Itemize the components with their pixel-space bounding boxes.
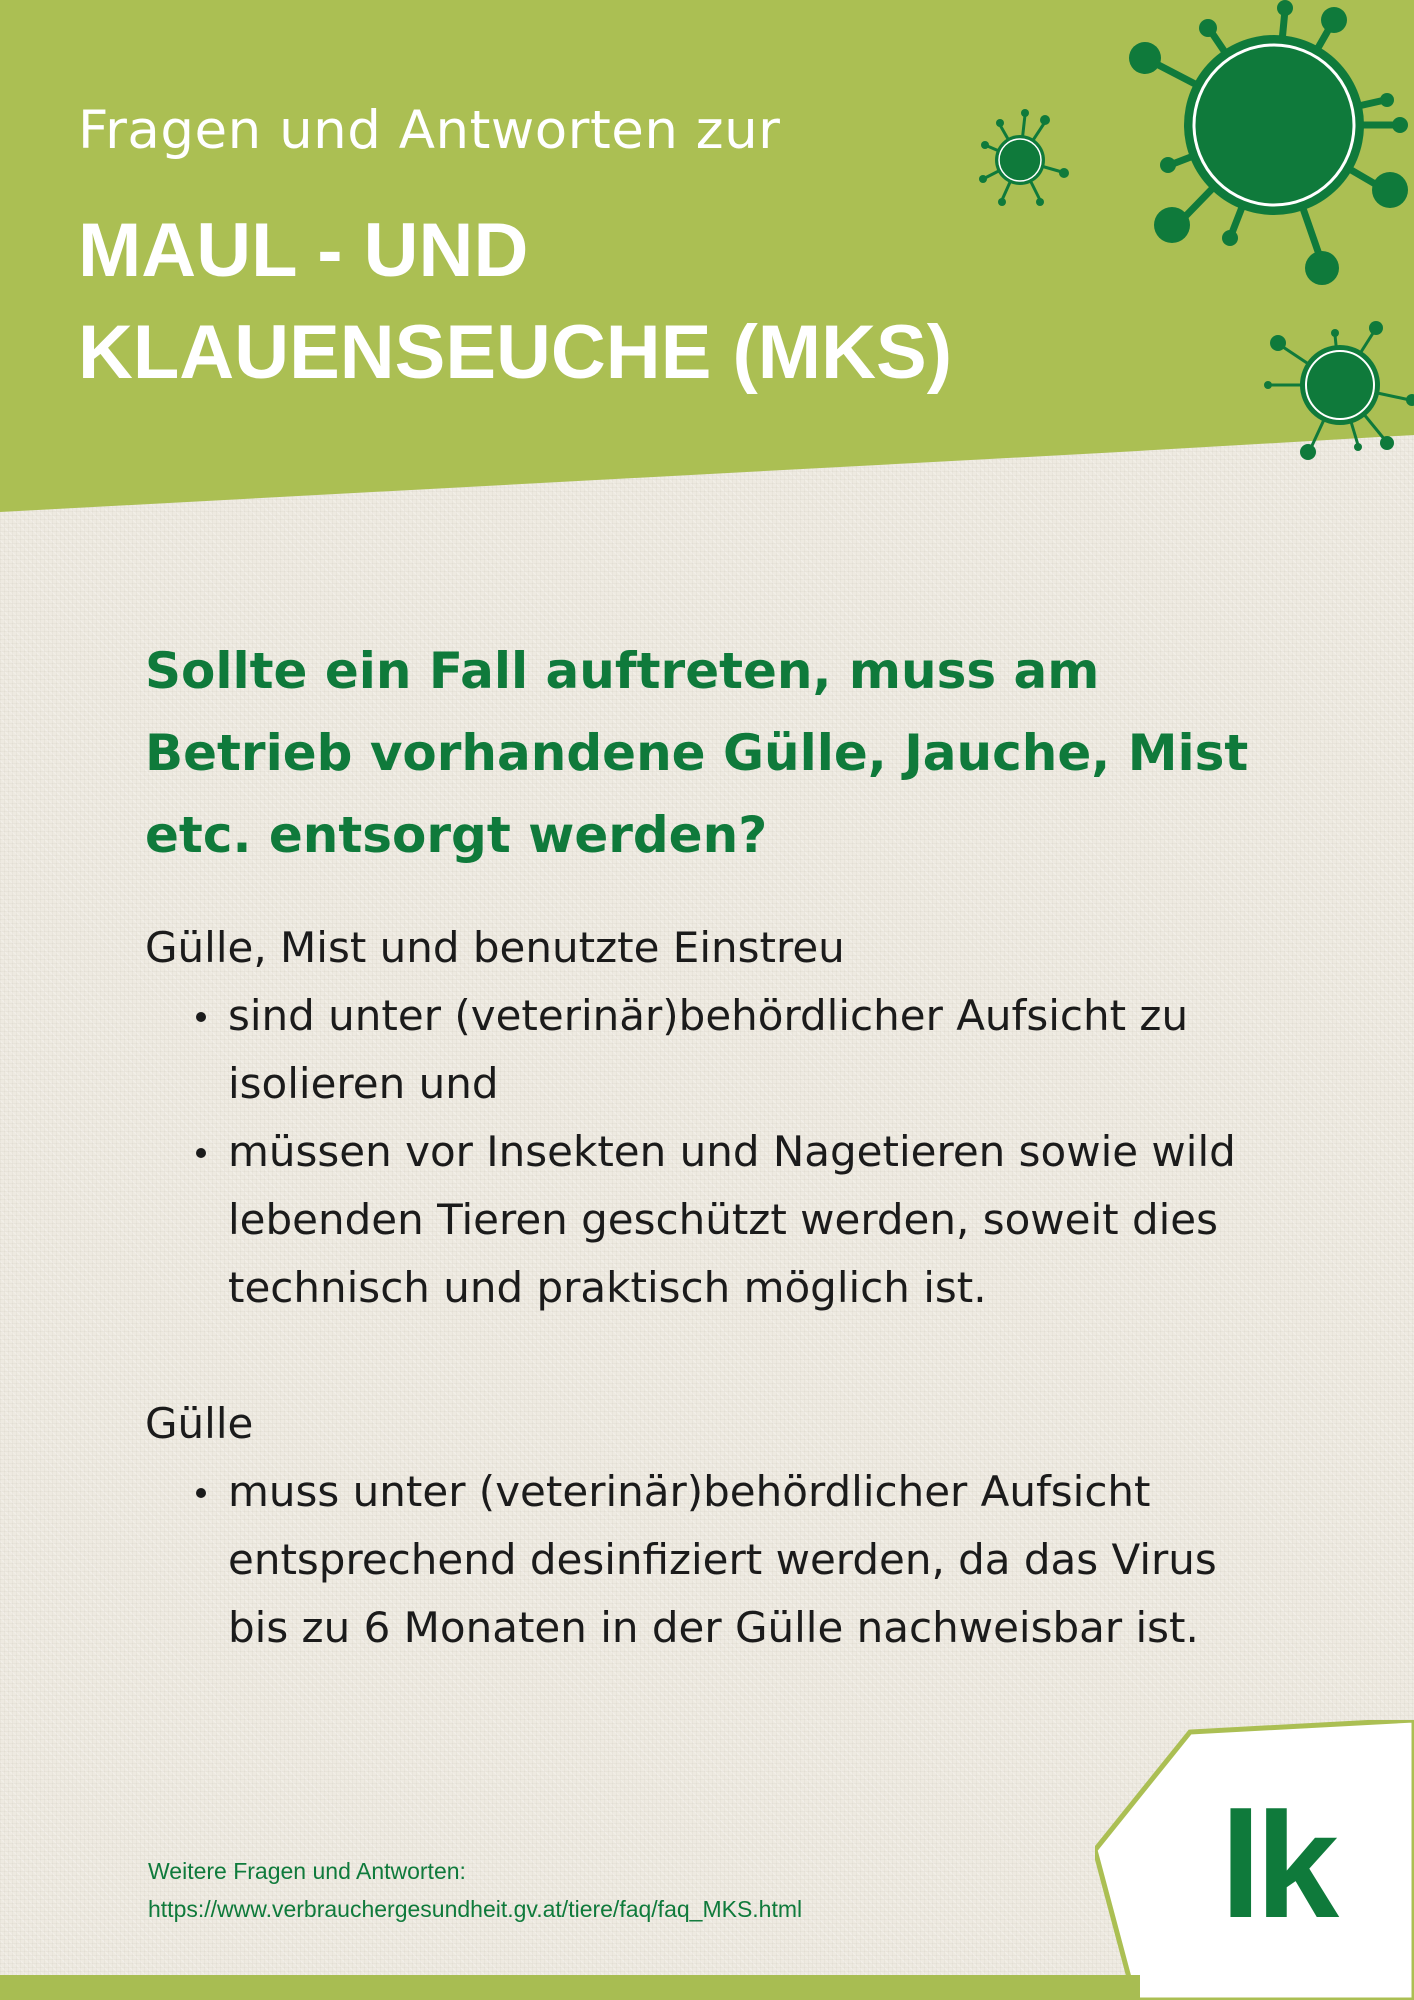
question-line-2: Betrieb vorhandene Gülle, Jauche, Mist [145,724,1249,782]
answer-block-2-list [145,1458,1275,1662]
page-title [78,200,1078,404]
question-line-3: etc. entsorgt werden? [145,806,768,864]
title-line-1: MAUL - UND [78,208,529,293]
answer-block-2-label: Gülle [145,1399,254,1448]
list-item: muss unter (veterinär)behördlicher Aufsicht entsprechend desinfiziert werden, da das Virus bis zu 6 Monaten in der Gülle nachweisbar ist. [228,1458,1275,1662]
virus-illustration [940,0,1414,480]
answer-block-1-list [145,982,1275,1322]
footer-url-link[interactable]: https://www.verbrauchergesundheit.gv.at/tiere/faq/faq_MKS.html [148,1896,803,1922]
virus-icon-large [1129,0,1408,285]
title-line-2: KLAUENSEUCHE (MKS) [78,310,952,395]
header-kicker: Fragen und Antworten zur [78,100,781,161]
virus-icon-medium [1264,321,1414,460]
list-item: müssen vor Insekten und Nagetieren sowie wild lebenden Tieren geschützt werden, soweit dies technisch und praktisch möglich ist. [228,1118,1275,1322]
lk-logo: lk [1220,1781,1334,1949]
virus-icon-small [979,109,1069,206]
answer-block-2 [145,1390,1275,1662]
footer-label: Weitere Fragen und Antworten: [148,1858,466,1884]
answer-block-1-label: Gülle, Mist und benutzte Einstreu [145,923,845,972]
question-line-1: Sollte ein Fall auftreten, muss am [145,642,1100,700]
main-content [145,630,1275,1662]
footer [148,1852,802,1928]
list-item: sind unter (veterinär)behördlicher Aufsicht zu isolieren und [228,982,1275,1118]
answer-block-1 [145,914,1275,1322]
question-heading [145,630,1275,876]
bottom-strip [0,1975,1140,2000]
